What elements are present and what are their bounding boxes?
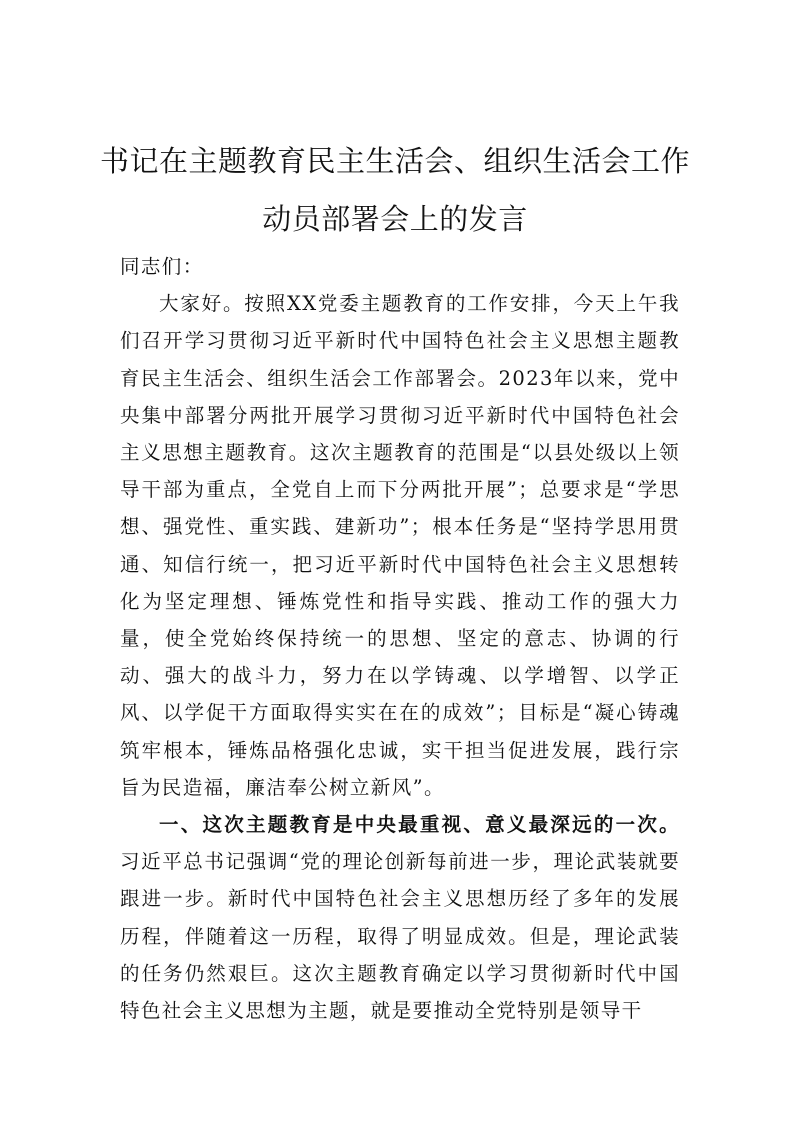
document-body xyxy=(120,248,680,1029)
section-1-heading: 一、这次主题教育是中央最重视、意义最深远的一次。 xyxy=(159,813,680,837)
section-1-text: 习近平总书记强调“党的理论创新每前进一步，理论武装就要跟进一步。新时代中国特色社会主义思想历经了多年的发展历程，伴随着这一历程，取得了明显成效。但是，理论武装的任务仍然艰巨。这次主题教育确定以学习贯彻新时代中国特色社会主义思想为主题，就是要推动全党特别是领导干 xyxy=(120,850,680,1023)
salutation: 同志们： xyxy=(120,255,204,278)
document-title: 书记在主题教育民主生活会、组织生活会工作动员部署会上的发言 xyxy=(100,144,691,236)
section-1-paragraph xyxy=(120,806,680,1029)
paragraph-intro: 大家好。按照XX党委主题教育的工作安排，今天上午我们召开学习贯彻习近平新时代中国特色社会主义思想主题教育民主生活会、组织生活会工作部署会。2023年以来，党中央集中部署分两批开展学习贯彻习近平新时代中国特色社会主义思想主题教育。这次主题教育的范围是“以县处级以上领导干部为重点，全党自上而下分两批开展”；总要求是“学思想、强党性、重实践、建新功”；根本任务是“坚持学思用贯通、知信行统一，把习近平新时代中国特色社会主义思想转化为坚定理想、锤炼党性和指导实践、推动工作的强大力量，使全党始终保持统一的思想、坚定的意志、协调的行动、强大的战斗力，努力在以学铸魂、以学增智、以学正风、以学促干方面取得实实在在的成效”；目标是“凝心铸魂筑牢根本，锤炼品格强化忠诚，实干担当促进发展，践行宗旨为民造福，廉洁奉公树立新风”。 xyxy=(120,292,680,799)
